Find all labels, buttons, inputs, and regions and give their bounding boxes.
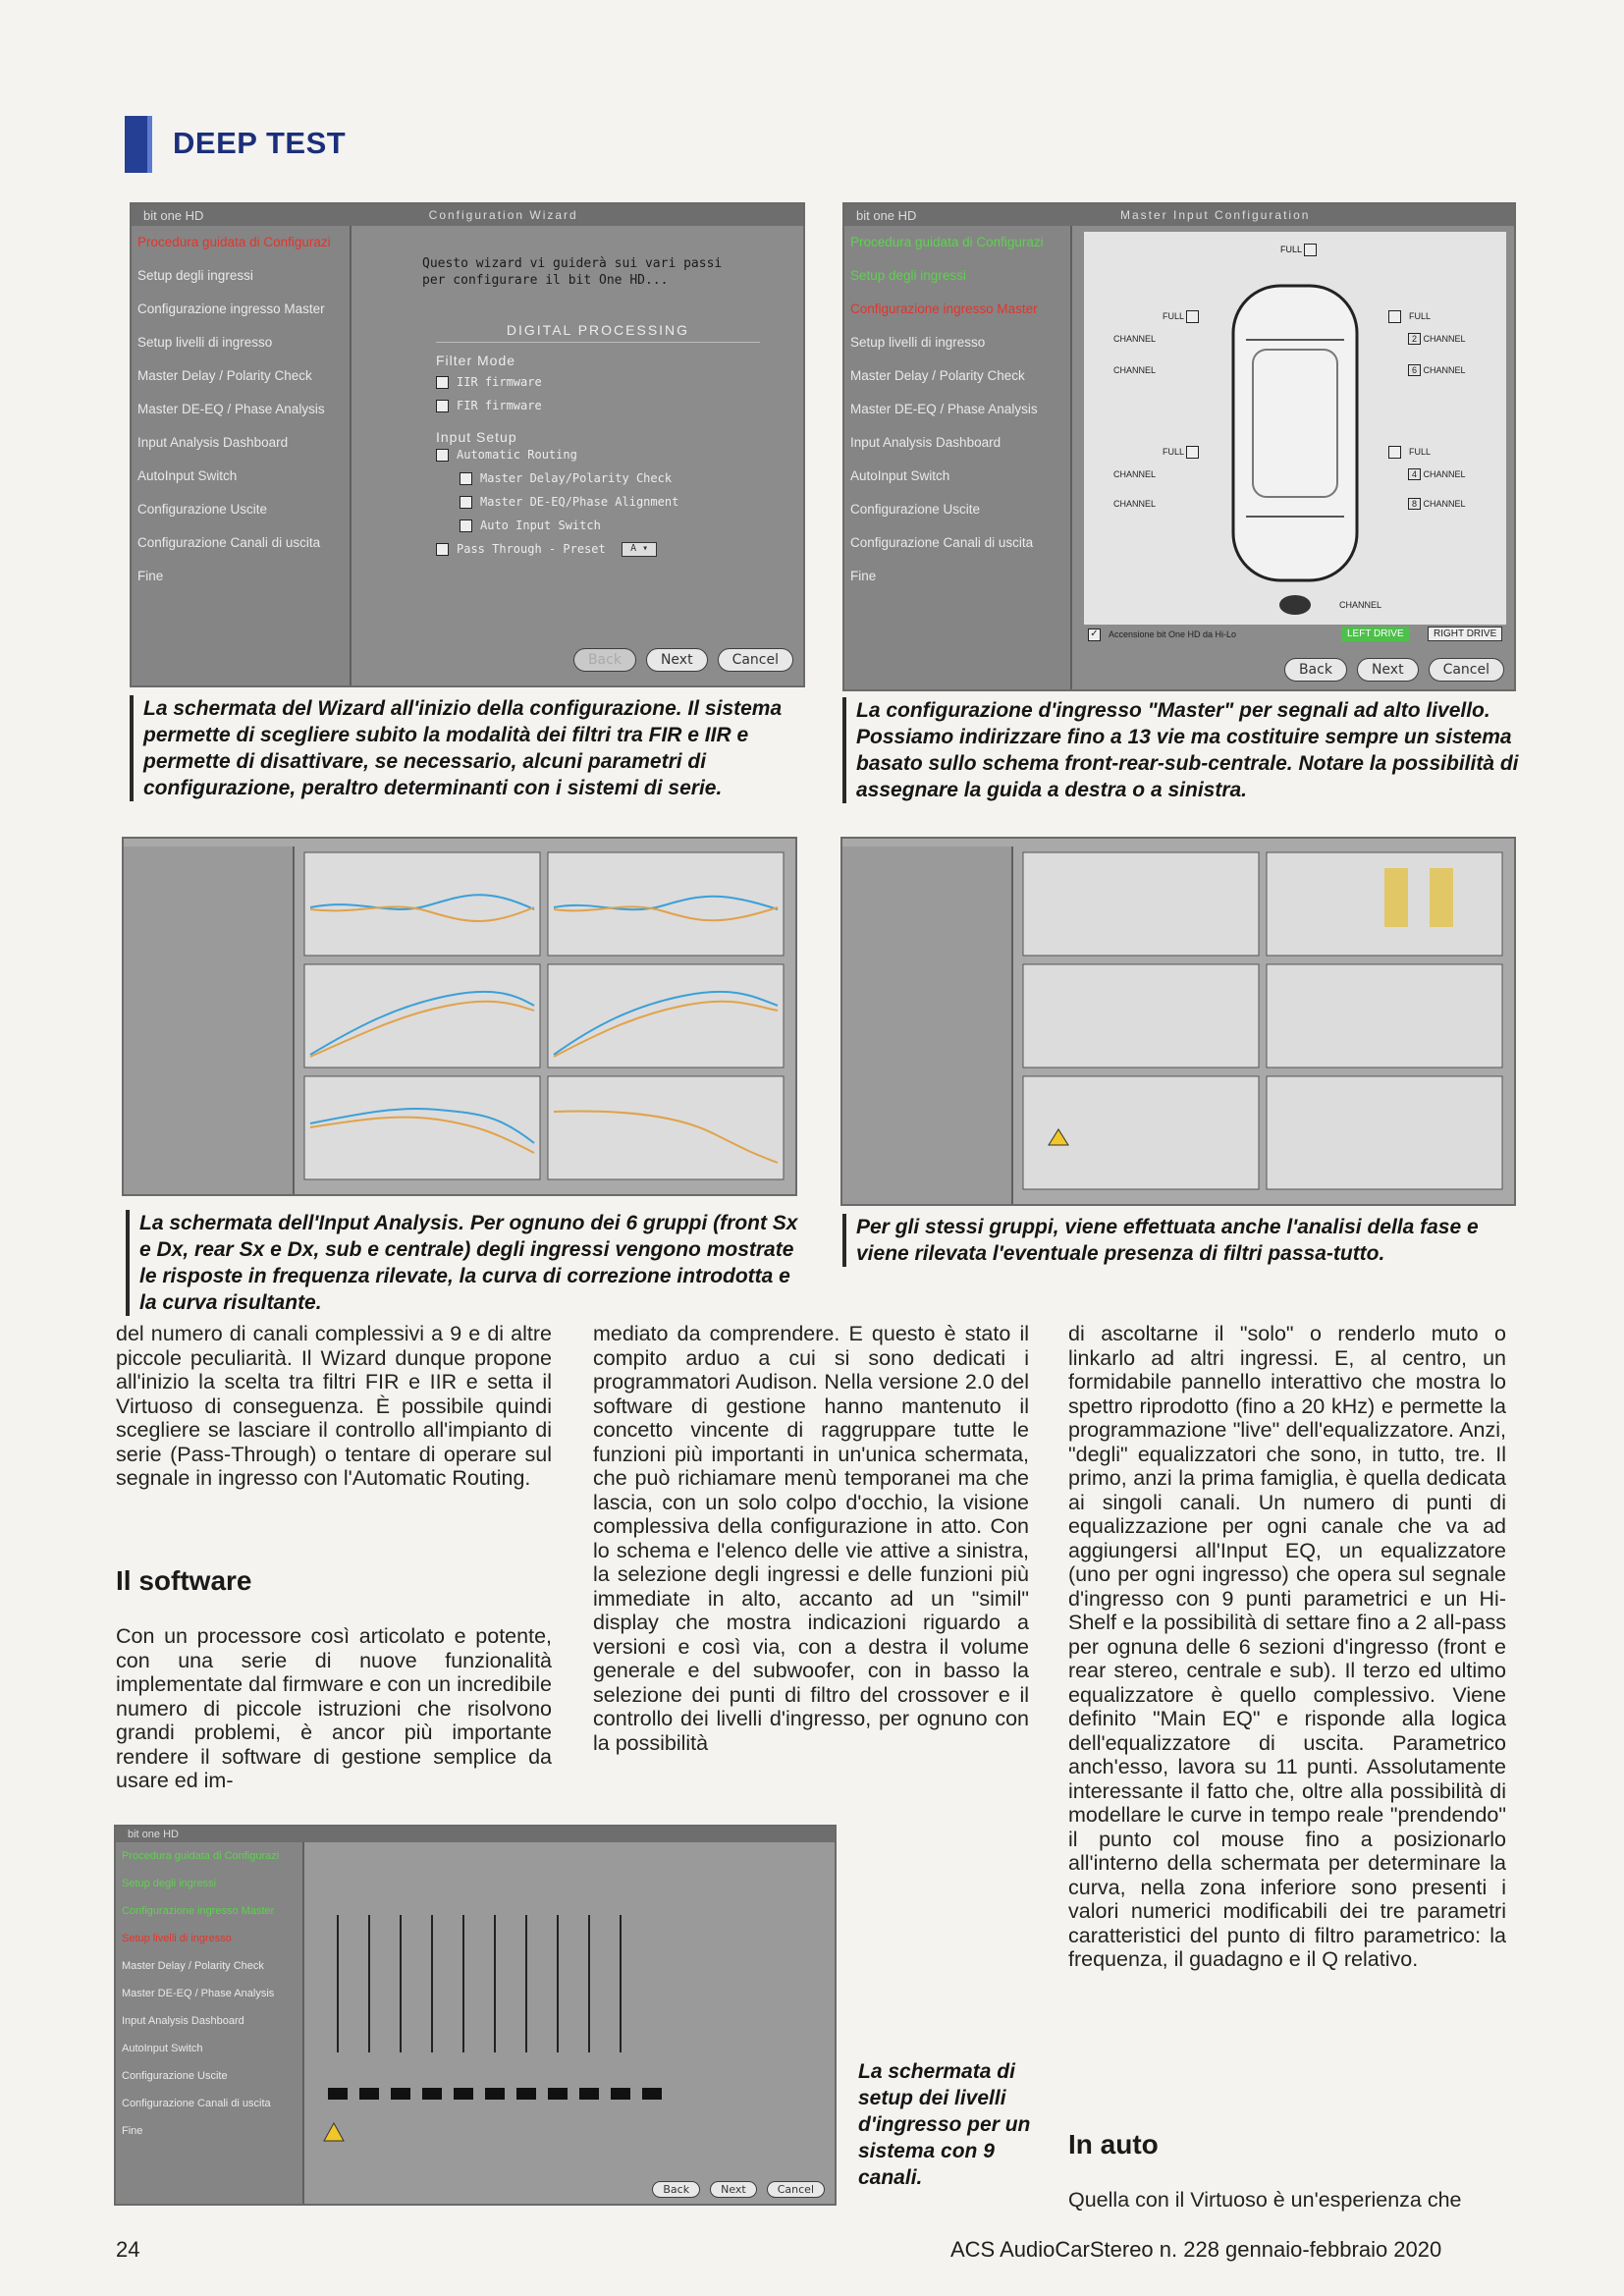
sidebar-item[interactable]: Configurazione ingresso Master [850, 301, 1038, 316]
input-setup-label: Input Setup [436, 429, 517, 445]
next-button[interactable]: Next [1357, 658, 1419, 682]
sidebar-item[interactable]: Configurazione Canali di uscita [137, 535, 321, 550]
cancel-button[interactable]: Cancel [1429, 658, 1504, 682]
fir-label: FIR firmware [457, 399, 542, 412]
car-outline-icon [1084, 232, 1506, 625]
sidebar-item[interactable]: Setup degli ingressi [850, 268, 966, 283]
full-label: FULL [1280, 244, 1302, 254]
sidebar-item[interactable]: Fine [122, 2125, 143, 2137]
sidebar-item[interactable]: Master DE-EQ / Phase Analysis [137, 402, 325, 416]
sidebar-item[interactable]: Master Delay / Polarity Check [122, 1960, 264, 1972]
right-drive-button[interactable]: RIGHT DRIVE [1428, 627, 1502, 641]
sidebar-item[interactable]: Configurazione Uscite [122, 2070, 228, 2082]
figure-master-input-screenshot [842, 202, 1516, 691]
sidebar-item[interactable]: Setup livelli di ingresso [850, 335, 986, 350]
caption-wizard: La schermata del Wizard all'inizio della configurazione. Il sistema permette di scegliere subito la modalità dei filtri tra FIR e IIR e permette di disattivare, se necessario, alcuni parametri di configurazione, peraltro determinanti con i sistemi di serie. [130, 695, 791, 801]
channel-label: CHANNEL [1423, 334, 1466, 344]
sidebar-item[interactable]: Input Analysis Dashboard [122, 2015, 244, 2027]
phase-graphs [1019, 848, 1508, 1198]
section-marker [125, 116, 147, 173]
sidebar-item[interactable]: Input Analysis Dashboard [850, 435, 1001, 450]
sidebar-item[interactable]: Fine [850, 569, 877, 583]
heading-software: Il software [116, 1565, 252, 1596]
col2-paragraph-1: mediato da comprendere. E questo è stato il compito arduo a cui si sono dedicati i programmatori Audison. Nella versione 2.0 del software di gestione hanno mantenuto il concetto vincente di raggruppare tutte le funzioni più importanti in un'unica schermata, che può richiamare menù temporanei ma che lascia, con un solo colpo d'occhio, la visione complessiva della configurazione in atto. Con lo schema e l'elenco delle vie attive a sinistra, la selezione degli ingressi e delle funzioni più immediate in alto, accanto ad un "simil" display che mostra indicazioni riguardo a versioni e così via, con a destra il volume generale e del subwoofer, con in basso la selezione dei punti di filtro del crossover e il controllo dei livelli d'ingresso, per ognuno con la possibilità [593, 1322, 1029, 1755]
level-faders [308, 1856, 829, 2151]
figure-input-analysis-screenshot [122, 837, 797, 1196]
channel-label: CHANNEL [1113, 499, 1157, 509]
full-label: FULL [1163, 446, 1184, 457]
sidebar-item[interactable]: AutoInput Switch [137, 468, 238, 483]
auto-switch-label: Auto Input Switch [480, 519, 601, 532]
sidebar-item[interactable]: Setup degli ingressi [137, 268, 253, 283]
section-marker-accent [147, 116, 152, 173]
iir-label: IIR firmware [457, 375, 542, 389]
sidebar-item[interactable]: Master Delay / Polarity Check [850, 368, 1025, 383]
col1-paragraph-2: Con un processore così articolato e potente, con una serie di nuove funzionalità implementate dal firmware e con un incredibile numero di piccole istruzioni che risolvono grandi problemi, è ancor più importante rendere il software di gestione semplice da usare ed im- [116, 1624, 552, 1792]
channel-label: CHANNEL [1113, 469, 1157, 479]
sidebar-item[interactable]: Configurazione Uscite [850, 502, 981, 517]
col3-paragraph-2: Quella con il Virtuoso è un'esperienza che [1068, 2188, 1462, 2212]
channel-number[interactable]: 6 [1408, 364, 1421, 376]
figure-phase-analysis-screenshot [840, 837, 1516, 1206]
caption-input-levels: La schermata di setup dei livelli d'ingresso per un sistema con 9 canali. [858, 2060, 1031, 2189]
figure-wizard-screenshot [130, 202, 805, 687]
sidebar-item[interactable]: Fine [137, 569, 164, 583]
back-button[interactable]: Back [573, 648, 636, 672]
channel-label: CHANNEL [1113, 365, 1157, 375]
channel-number[interactable]: 4 [1408, 468, 1421, 480]
col3-paragraph-1: di ascoltarne il "solo" o renderlo muto o linkarlo ad altri ingressi. E, al centro, un formidabile pannello interattivo che mostra lo spettro riprodotto (fino a 20 kHz) e permette la programmazione "live" dell'equalizzatore. Anzi, "degli" equalizzatori che sono, in tutto, tre. Il primo, anzi la prima famiglia, è quella dedicata ai singoli canali. Un numero di punti di equalizzazione per ogni canale che va ad aggiungersi all'Input EQ, un equalizzatore (uno per ogni ingresso) che opera sul segnale d'ingresso con 9 punti parametrici e un Hi-Shelf e la possibilità di settare fino a 2 all-pass per ognuna delle 6 sezioni d'ingresso (front e rear stereo, centrale e sub). Il terzo ed ultimo equalizzatore è quello complessivo. Viene definito "Main EQ" e risponde alla logica dell'equalizzatore di uscita. Parametrico anch'esso, lavora su 11 punti. Assolutamente interessante il fatto che, oltre alla possibilità di modellare le curve in tempo reale "prendendo" il punto col mouse fino a posizionarlo all'interno della schermata per determinare la curva, nella zona inferiore sono presenti i valori numerici modificabili dei tre parametri caratteristici del punto di filtro parametrico: la frequenza, il guadagno e il Q relativo. [1068, 1322, 1506, 1971]
sidebar-item[interactable]: Procedura guidata di Configurazi [137, 235, 331, 249]
app-name: bit one HD [143, 207, 204, 223]
left-drive-button[interactable]: LEFT DRIVE [1341, 627, 1410, 641]
full-label: FULL [1409, 310, 1432, 321]
phase-sidebar [842, 847, 1013, 1204]
magazine-issue: ACS AudioCarStereo n. 228 gennaio-febbraio 2020 [950, 2237, 1442, 2262]
auto-routing-label: Automatic Routing [457, 448, 577, 462]
app-name: bit one HD [856, 207, 917, 223]
wizard-sidebar [132, 226, 352, 685]
sidebar-item[interactable]: Configurazione Canali di uscita [122, 2098, 271, 2109]
delay-check-checkbox[interactable]: ✓ [460, 472, 472, 485]
app-name: bit one HD [128, 1829, 179, 1840]
fir-checkbox[interactable]: ✓ [436, 400, 449, 412]
sidebar-item[interactable]: Input Analysis Dashboard [137, 435, 289, 450]
pass-through-checkbox[interactable] [436, 543, 449, 556]
channel-label: CHANNEL [1423, 365, 1466, 375]
frequency-response-graphs [300, 848, 789, 1188]
page-number: 24 [116, 2237, 140, 2262]
sidebar-item[interactable]: AutoInput Switch [850, 468, 950, 483]
caption-master-input: La configurazione d'ingresso "Master" per segnali ad alto livello. Possiamo indirizzare fino a 13 vie ma costituire sempre un sistema basato sullo schema front-rear-sub-centrale. Notare la possibilità di assegnare la guida a destra o a sinistra. [842, 697, 1520, 803]
window-title: Configuration Wizard [428, 208, 578, 222]
sidebar-item[interactable]: AutoInput Switch [122, 2043, 203, 2054]
sidebar-item[interactable]: Procedura guidata di Configurazi [850, 235, 1044, 249]
sidebar-item[interactable]: Master DE-EQ / Phase Analysis [122, 1988, 275, 1999]
preset-select[interactable]: A ▾ [622, 542, 657, 557]
channel-label: CHANNEL [1423, 469, 1466, 479]
iir-checkbox[interactable] [436, 376, 449, 389]
full-label: FULL [1163, 310, 1184, 321]
channel-label: CHANNEL [1423, 499, 1466, 509]
sidebar-item[interactable]: Configurazione Canali di uscita [850, 535, 1034, 550]
channel-number[interactable]: 8 [1408, 498, 1421, 510]
channel-label: CHANNEL [1339, 600, 1382, 610]
window-title: Master Input Configuration [1120, 208, 1311, 222]
levels-sidebar [116, 1842, 304, 2204]
full-checkbox[interactable] [1388, 310, 1401, 323]
sidebar-item[interactable]: Master Delay / Polarity Check [137, 368, 312, 383]
auto-routing-checkbox[interactable]: ✓ [436, 449, 449, 462]
full-checkbox[interactable] [1388, 446, 1401, 459]
cancel-button[interactable]: Cancel [767, 2181, 825, 2198]
heading-in-auto: In auto [1068, 2129, 1159, 2159]
preset-value: A [630, 542, 637, 554]
sidebar-item[interactable]: Procedura guidata di Configurazi [122, 1850, 280, 1862]
next-button[interactable]: Next [710, 2181, 757, 2198]
col1-paragraph-1: del numero di canali complessivi a 9 e di altre piccole peculiarità. Il Wizard dunque propone all'inizio la scelta tra filtri FIR e IIR e setta il Virtuoso di conseguenza. È possibile quindi scegliere se lasciare il controllo all'impianto di serie (Pass-Through) o tentare di operare sul segnale in ingresso con l'Automatic Routing. [116, 1322, 552, 1490]
full-checkbox[interactable] [1186, 446, 1199, 459]
power-on-label: Accensione bit One HD da Hi-Lo [1109, 629, 1237, 639]
next-button[interactable]: Next [646, 648, 708, 672]
section-title: DEEP TEST [173, 126, 347, 160]
channel-label: CHANNEL [1113, 334, 1157, 344]
back-button[interactable]: Back [652, 2181, 700, 2198]
delay-check-label: Master Delay/Polarity Check [480, 471, 673, 485]
car-diagram-panel [1084, 232, 1506, 639]
sidebar-item[interactable]: Setup degli ingressi [122, 1878, 217, 1889]
wizard-intro: Questo wizard vi guiderà sui vari passi per configurare il bit One HD... [422, 256, 723, 288]
full-label: FULL [1409, 446, 1432, 457]
deeq-checkbox[interactable]: ✓ [460, 496, 472, 509]
pass-through-label: Pass Through - Preset [457, 542, 606, 556]
sidebar-item[interactable]: Setup livelli di ingresso [122, 1933, 232, 1944]
power-on-checkbox[interactable]: ✓ [1088, 629, 1101, 641]
sidebar-item[interactable]: Master DE-EQ / Phase Analysis [850, 402, 1038, 416]
sidebar-item[interactable]: Configurazione ingresso Master [137, 301, 325, 316]
cancel-button[interactable]: Cancel [718, 648, 793, 672]
figure-input-levels-screenshot [114, 1825, 837, 2206]
caption-phase-analysis: Per gli stessi gruppi, viene effettuata anche l'analisi della fase e viene rilevata l'eventuale presenza di filtri passa-tutto. [842, 1214, 1534, 1267]
sidebar-item[interactable]: Configurazione Uscite [137, 502, 268, 517]
deeq-label: Master DE-EQ/Phase Alignment [480, 495, 679, 509]
analysis-sidebar [124, 847, 295, 1194]
sidebar-item[interactable]: Configurazione ingresso Master [122, 1905, 275, 1917]
filter-mode-label: Filter Mode [436, 353, 516, 368]
auto-switch-checkbox[interactable]: ✓ [460, 519, 472, 532]
master-sidebar [844, 226, 1072, 689]
caption-input-analysis: La schermata dell'Input Analysis. Per ognuno dei 6 gruppi (front Sx e Dx, rear Sx e Dx, sub e centrale) degli ingressi vengono mostrate le risposte in frequenza rilevate, la curva di correzione introdotta e la curva risultante. [126, 1210, 807, 1316]
full-checkbox[interactable] [1304, 244, 1317, 256]
back-button[interactable]: Back [1284, 658, 1347, 682]
channel-number[interactable]: 2 [1408, 333, 1421, 345]
sidebar-item[interactable]: Setup livelli di ingresso [137, 335, 273, 350]
full-checkbox[interactable] [1186, 310, 1199, 323]
digital-processing-title: DIGITAL PROCESSING [436, 322, 760, 343]
